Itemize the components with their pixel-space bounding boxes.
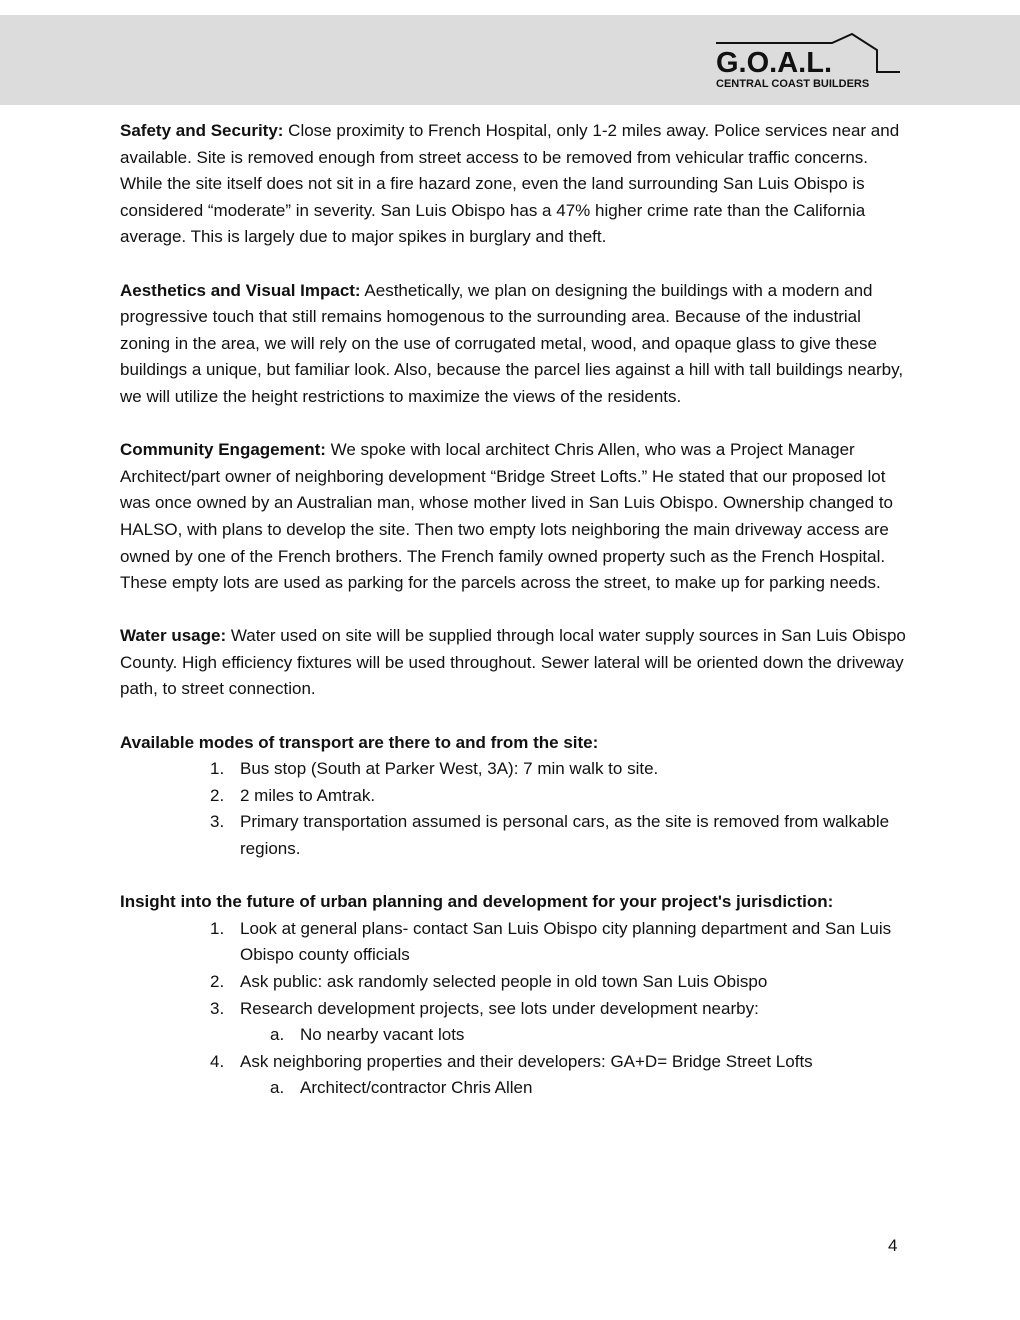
insight-heading: [120, 889, 910, 916]
list-number: 3.: [210, 998, 225, 1018]
section-community: [120, 437, 910, 597]
sub-list-item: [120, 1075, 910, 1102]
goal-logo: [712, 32, 902, 92]
section-heading: Insight into the future of urban planning and development for your project's jurisdiction:: [120, 892, 834, 912]
list-text: No nearby vacant lots: [300, 1025, 465, 1045]
svg-text:CENTRAL COAST BUILDERS: CENTRAL COAST BUILDERS: [716, 78, 870, 90]
document-body: [120, 118, 910, 1129]
list-text: 2 miles to Amtrak.: [240, 785, 376, 805]
list-letter: a.: [270, 1025, 285, 1045]
list-text: Research development projects, see lots under development nearby:: [240, 998, 759, 1018]
svg-text:G.O.A.L.: G.O.A.L.: [716, 47, 832, 79]
section-heading: Safety and Security:: [120, 121, 284, 140]
list-number: 4.: [210, 1051, 225, 1071]
list-number: 2.: [210, 972, 225, 991]
section-heading: Aesthetics and Visual Impact:: [120, 280, 361, 300]
transport-heading: [120, 730, 910, 757]
section-heading: Community Engagement:: [120, 440, 326, 460]
section-safety: [120, 118, 910, 251]
list-text: Ask neighboring properties and their developers: GA+D= Bridge Street Lofts: [240, 1051, 813, 1071]
list-letter: a.: [270, 1078, 285, 1098]
section-heading: Available modes of transport are there to and from the site:: [120, 732, 599, 752]
section-text: Close proximity to French Hospital, only 1-2 miles away. Police services near and available. Site is removed enough from street access to be removed from vehicular traffic concerns. While the site itself does not sit in a fire hazard zone, even the land surrounding San Luis Obispo is considered “moderate” in severity. San Luis Obispo has a 47% higher crime rate than the California average. This is largely due to major spikes in burglary and theft.: [120, 121, 900, 247]
list-item: [120, 809, 910, 862]
insight-list: [120, 916, 910, 1102]
list-text: Primary transportation assumed is personal cars, as the site is removed from walkable regions.: [240, 812, 890, 859]
section-aesthetics: [120, 278, 910, 411]
sub-list-item: [120, 1022, 910, 1049]
list-text: Look at general plans- contact San Luis Obispo city planning department and San Luis Obispo county officials: [240, 918, 892, 965]
transport-list: [120, 756, 910, 862]
list-number: 1.: [210, 918, 225, 938]
section-water: [120, 623, 910, 703]
section-heading: Water usage:: [120, 626, 227, 646]
list-item: [120, 783, 910, 810]
list-text: Ask public: ask randomly selected people in old town San Luis Obispo: [240, 972, 768, 991]
section-text: Aesthetically, we plan on designing the buildings with a modern and progressive touch that still remains homogenous to the surrounding area. Because of the industrial zoning in the area, we will rely on the use of corrugated metal, wood, and opaque glass to give these buildings a unique, but familiar look. Also, because the parcel lies against a hill with tall buildings nearby, we will utilize the height restrictions to maximize the views of the residents.: [120, 280, 904, 406]
list-item: [120, 969, 910, 996]
list-number: 1.: [210, 759, 225, 779]
list-number: 2.: [210, 785, 225, 805]
list-item: [120, 996, 910, 1023]
page-number: 4: [888, 1236, 898, 1255]
list-item: [120, 1049, 910, 1076]
section-text: We spoke with local architect Chris Allen, who was a Project Manager Architect/part owner of neighboring development “Bridge Street Lofts.” He stated that our proposed lot was once owned by an Australian man, whose mother lived in San Luis Obispo. Ownership changed to HALSO, with plans to develop the site. Then two empty lots neighboring the main driveway access are owned by one of the French brothers. The French family owned property such as the French Hospital. These empty lots are used as parking for the parcels across the street, to make up for parking needs.: [120, 440, 894, 593]
section-text: Water used on site will be supplied through local water supply sources in San Luis Obispo County. High efficiency fixtures will be used throughout. Sewer lateral will be oriented down the driveway path, to street connection.: [120, 626, 906, 699]
list-number: 3.: [210, 812, 225, 832]
list-item: [120, 756, 910, 783]
list-item: [120, 916, 910, 969]
list-text: Bus stop (South at Parker West, 3A): 7 min walk to site.: [240, 759, 659, 779]
list-text: Architect/contractor Chris Allen: [300, 1078, 533, 1098]
